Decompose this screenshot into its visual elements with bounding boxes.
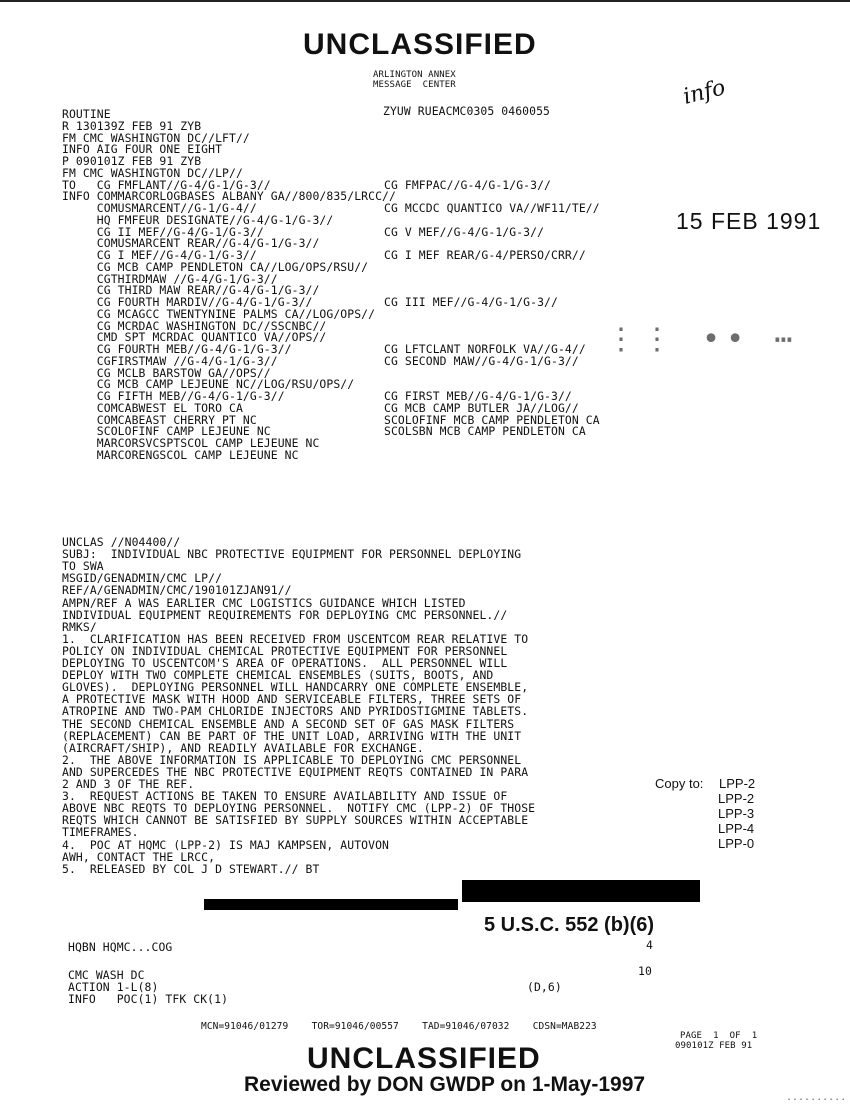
- footer-line-4: ACTION 1-L(8): [68, 980, 159, 994]
- address-row-4-left: HQ FMFEUR DESIGNATE//G-4/G-1/G-3//: [62, 212, 334, 227]
- address-row-21-left: COMCABEAST CHERRY PT NC: [62, 412, 257, 427]
- copy-to-label: Copy to:: [655, 776, 704, 791]
- address-row-15-left: CG FOURTH MEB//G-4/G-1/G-3//: [62, 342, 292, 356]
- page-info-line-1: PAGE 1 OF 1: [680, 1031, 758, 1041]
- margin-mark-4: 4: [646, 938, 653, 952]
- address-row-5-left: CG II MEF//G-4/G-1/G-3//: [62, 224, 264, 239]
- foia-exemption: 5 U.S.C. 552 (b)(6): [484, 914, 655, 936]
- address-row-18-left: CG MCB CAMP LEJEUNE NC//LOG/RSU/OPS//: [62, 377, 355, 392]
- address-row-16-left: CGFIRSTMAW //G-4/G-1/G-3//: [62, 353, 278, 368]
- copy-to-item-1: LPP-2: [719, 776, 756, 791]
- copy-to-item-4: LPP-4: [718, 821, 755, 836]
- body-line-17: (REPLACEMENT) CAN BE PART OF THE UNIT LOAD, ARRIVING WITH THE UNIT: [62, 728, 522, 743]
- body-line-23: ABOVE NBC REQTS TO DEPLOYING PERSONNEL. NOTIFY CMC (LPP-2) OF THOSE: [62, 801, 536, 816]
- body-line-3: TO SWA: [62, 559, 104, 574]
- date-stamp: 15 FEB 1991: [676, 208, 822, 234]
- faint-stamp-mark: ⋮⋮ •• ⋯: [606, 322, 799, 357]
- code-paren: (D,6): [527, 980, 562, 994]
- address-row-23-left: MARCORSVCSPTSCOL CAMP LEJEUNE NC: [62, 436, 320, 450]
- body-line-5: REF/A/GENADMIN/CMC/190101ZJAN91//: [62, 583, 292, 598]
- address-row-6-left: COMUSMARCENT REAR//G-4/G-1/G-3//: [62, 236, 320, 251]
- body-line-21: 2 AND 3 OF THE REF.: [62, 777, 195, 791]
- top-border: [0, 0, 850, 2]
- body-line-24: REQTS WHICH CANNOT BE SATISFIED BY SUPPLY SOURCES WITHIN ACCEPTABLE: [62, 813, 529, 828]
- review-line: Reviewed by DON GWDP on 1-May-1997: [244, 1073, 646, 1096]
- address-row-15-right: CG LFTCLANT NORFOLK VA//G-4//: [384, 342, 586, 356]
- address-row-19-right: CG FIRST MEB//G-4/G-1/G-3//: [384, 389, 572, 403]
- body-line-9: 1. CLARIFICATION HAS BEEN RECEIVED FROM USCENTCOM REAR RELATIVE TO: [62, 631, 529, 646]
- body-line-18: (AIRCRAFT/SHIP), AND READILY AVAILABLE FOR EXCHANGE.: [62, 740, 424, 755]
- body-line-19: 2. THE ABOVE INFORMATION IS APPLICABLE TO DEPLOYING CMC PERSONNEL: [62, 752, 522, 767]
- body-line-1: UNCLAS //N04400//: [62, 535, 181, 549]
- address-row-14-left: CMD SPT MCRDAC QUANTICO VA//OPS//: [62, 330, 327, 345]
- body-line-7: INDIVIDUAL EQUIPMENT REQUIREMENTS FOR DEPLOYING CMC PERSONNEL.//: [62, 607, 508, 622]
- address-row-19-left: CG FIFTH MEB//G-4/G-1/G-3//: [62, 389, 285, 403]
- header-line-4: INFO AIG FOUR ONE EIGHT: [62, 142, 223, 157]
- header-line-5: P 090101Z FEB 91 ZYB: [62, 154, 202, 168]
- copy-to-item-3: LPP-3: [718, 806, 755, 821]
- page-info-line-2: 090101Z FEB 91: [675, 1041, 753, 1051]
- body-line-11: DEPLOYING TO USCENTCOM'S AREA OF OPERATIONS. ALL PERSONNEL WILL: [62, 656, 508, 670]
- copy-to-item-2: LPP-2: [718, 791, 755, 806]
- address-row-16-right: CG SECOND MAW//G-4/G-1/G-3//: [384, 353, 579, 368]
- redaction-bar-lrcc: [204, 899, 458, 910]
- address-row-21-right: SCOLOFINF MCB CAMP PENDLETON CA: [384, 412, 600, 427]
- header-line-3: FM CMC WASHINGTON DC//LFT//: [62, 130, 250, 145]
- header-line-2: R 130139Z FEB 91 ZYB: [62, 118, 202, 133]
- classification-bottom: UNCLASSIFIED: [307, 1042, 541, 1075]
- body-line-25: TIMEFRAMES.: [62, 825, 139, 840]
- address-row-2-left: INFO COMMARCORLOGBASES ALBANY GA//800/835/LRCC//: [62, 189, 396, 204]
- body-line-12: DEPLOY WITH TWO COMPLETE CHEMICAL ENSEMBLES (SUITS, BOOTS, AND: [62, 668, 494, 683]
- address-row-22-right: SCOLSBN MCB CAMP PENDLETON CA: [384, 424, 586, 439]
- address-row-13-left: CG MCRDAC WASHINGTON DC//SSCNBC//: [62, 318, 327, 333]
- address-row-3-left: COMUSMARCENT//G-1/G-4//: [62, 201, 257, 215]
- address-row-1-right: CG FMFPAC//G-4/G-1/G-3//: [384, 177, 551, 192]
- address-row-8-left: CG MCB CAMP PENDLETON CA//LOG/OPS/RSU//: [62, 259, 369, 274]
- body-line-8: RMKS/: [62, 619, 97, 634]
- address-row-17-left: CG MCLB BARSTOW GA//OPS//: [62, 365, 271, 380]
- address-row-3-right: CG MCCDC QUANTICO VA//WF11/TE//: [384, 201, 600, 215]
- message-center-line-1: ARLINGTON ANNEX: [373, 70, 456, 80]
- address-row-10-left: CG THIRD MAW REAR//G-4/G-1/G-3//: [62, 283, 320, 298]
- handwritten-annotation: info: [680, 75, 728, 110]
- body-line-14: A PROTECTIVE MASK WITH HOOD AND SERVICEABLE FILTERS, THREE SETS OF: [62, 692, 522, 707]
- margin-mark-10: 10: [638, 964, 652, 978]
- footer-line-3: CMC WASH DC: [68, 968, 145, 982]
- routing-id: ZYUW RUEACMC0305 0460055: [383, 104, 550, 118]
- address-row-1-left: TO CG FMFLANT//G-4/G-1/G-3//: [62, 177, 271, 192]
- address-row-12-left: CG MCAGCC TWENTYNINE PALMS CA//LOG/OPS//: [62, 306, 376, 321]
- redaction-bar-autovon: [462, 880, 700, 902]
- body-line-4: MSGID/GENADMIN/CMC LP//: [62, 571, 223, 586]
- address-row-5-right: CG V MEF//G-4/G-1/G-3//: [384, 224, 545, 239]
- body-line-22: 3. REQUEST ACTIONS BE TAKEN TO ENSURE AVAILABILITY AND ISSUE OF: [62, 789, 508, 804]
- body-line-20: AND SUPERCEDES THE NBC PROTECTIVE EQUIPMENT REQTS CONTAINED IN PARA: [62, 764, 529, 779]
- address-row-20-left: COMCABWEST EL TORO CA: [62, 400, 243, 415]
- header-line-6: FM CMC WASHINGTON DC//LP//: [62, 165, 243, 180]
- classification-top: UNCLASSIFIED: [303, 28, 537, 61]
- body-line-26: 4. POC AT HQMC (LPP-2) IS MAJ KAMPSEN, AUTOVON: [62, 837, 390, 852]
- header-line-1: ROUTINE: [62, 107, 111, 121]
- body-line-16: THE SECOND CHEMICAL ENSEMBLE AND A SECOND SET OF GAS MASK FILTERS: [62, 716, 515, 731]
- body-line-10: POLICY ON INDIVIDUAL CHEMICAL PROTECTIVE EQUIPMENT FOR PERSONNEL: [62, 643, 508, 658]
- body-line-2: SUBJ: INDIVIDUAL NBC PROTECTIVE EQUIPMENT FOR PERSONNEL DEPLOYING: [62, 547, 522, 562]
- address-row-24-left: MARCORENGSCOL CAMP LEJEUNE NC: [62, 447, 299, 462]
- address-row-7-right: CG I MEF REAR/G-4/PERSO/CRR//: [384, 248, 586, 262]
- footer-line-5: INFO POC(1) TFK CK(1): [68, 992, 229, 1006]
- body-line-27: AWH, CONTACT THE LRCC,: [62, 849, 216, 864]
- address-row-11-left: CG FOURTH MARDIV//G-4/G-1/G-3//: [62, 295, 313, 309]
- body-line-6: AMPN/REF A WAS EARLIER CMC LOGISTICS GUIDANCE WHICH LISTED: [62, 595, 466, 610]
- mcn-line: MCN=91046/01279 TOR=91046/00557 TAD=91046/07032 CDSN=MAB223: [201, 1021, 597, 1032]
- body-line-28: 5. RELEASED BY COL J D STEWART.// BT: [62, 861, 320, 876]
- body-line-15: ATROPINE AND TWO-PAM CHLORIDE INJECTORS AND PYRIDOSTIGMINE TABLETS.: [62, 704, 529, 719]
- address-row-9-left: CGTHIRDMAW //G-4/G-1/G-3//: [62, 271, 278, 286]
- message-center-line-2: MESSAGE CENTER: [373, 80, 456, 90]
- address-row-20-right: CG MCB CAMP BUTLER JA//LOG//: [384, 400, 579, 415]
- address-row-11-right: CG III MEF//G-4/G-1/G-3//: [384, 295, 558, 309]
- body-line-13: GLOVES). DEPLOYING PERSONNEL WILL HANDCARRY ONE COMPLETE ENSEMBLE,: [62, 680, 529, 695]
- copy-to-item-5: LPP-0: [718, 836, 755, 851]
- address-row-22-left: SCOLOFINF CAMP LEJEUNE NC: [62, 424, 271, 439]
- bottom-dotted-mark: ..........: [786, 1092, 847, 1103]
- footer-line-1: HQBN HQMC...COG: [68, 940, 173, 954]
- address-row-7-left: CG I MEF//G-4/G-1/G-3//: [62, 248, 257, 262]
